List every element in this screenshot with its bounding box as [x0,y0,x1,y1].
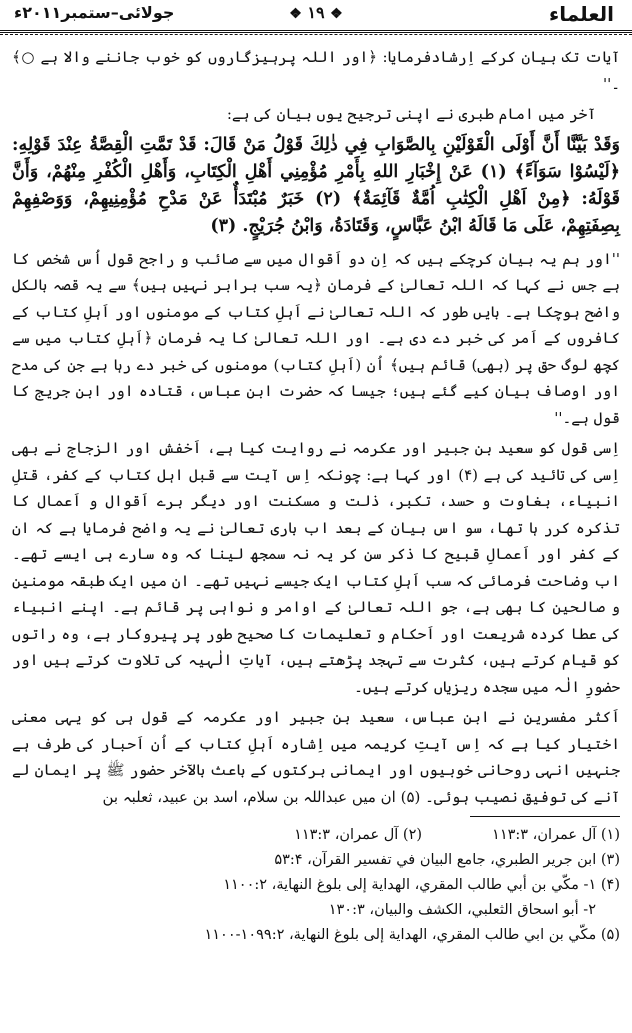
ornament-right: ❖ [330,6,343,22]
footnote-4a: (۴) ۱- مكّي بن أبي طالب المقري، الهداية إلى بلوغ النهاية، ۱۱۰۰:۲ [223,877,620,893]
paragraph-5: اَکثر مفسرین نے ابن عباس، سعید بن جبیر اور عکرمہ کے قول ہی کو یہی معنی اختیار کیا ہے کہ اِس آیتِ کریمہ میں اِشارہ اَہلِ کتاب کے اُن اَحبار کی طرف ہے جنہیں انہی روحانی خوبیوں اور ایمانی برکتوں کے باعث بالآخر حضور ﷺ پر ایمان لے آنے کی توفیق نصیب ہوئی۔ (۵) ان میں عبداللہ بن سلام، اسد بن عبید، ثعلبہ بن [12,708,620,806]
header-dashed-rule [0,34,632,35]
paragraph-1: آیات تک بیان کرکے اِرشادفرمایا: ﴿اور اللہ پرہیزگاروں کو خوب جاننے والا ہے ○﴾ ۔'' [12,48,620,93]
arabic-quote: وَقَدْ بَيَّنَّا أَنَّ أَوْلَى الْقَوْلَيْنِ بِالصَّوَابِ فِي ذٰلِكَ قَوْلُ مَنْ قَالَ: قَدْ تَمَّتِ الْقِصَّةُ عِنْدَ قَوْلِهِ: ﴿لَيْسُوْا سَوَآءً﴾ (۱) عَنْ إِخْبَارِ اللهِ بِأَمْرِ مُؤْمِنِي أَهْلِ الْكِتَابِ، وَأَهْلِ الْكُفْرِ مِنْهُمْ، وَأَنَّ قَوْلَهُ: ﴿مِنْ اَهْلِ الْكِتٰبِ اُمَّةٌ قَآئِمَةٌ﴾ (۲) خَبَرٌ مُبْتَدَأٌ عَنْ مَدْحِ مُؤْمِنِيهِمْ، وَوَصْفِهِمْ بِصِفَتِهِمْ، عَلَى مَا قَالَهُ ابْنُ عَبَّاسٍ، وَقَتَادَةُ، وَابْنُ جُرَيْجٍ. (۳) [12,134,620,236]
footnote-separator [470,816,620,817]
footnote-2: (۲) آل عمران، ۱۱۳:۳ [294,827,423,843]
ornament-left: ❖ [289,6,302,22]
page-number: ۱۹ [307,3,325,22]
page-header [10,0,622,30]
page-number-block [289,3,342,22]
journal-title: العلماء [549,2,614,26]
footnote-4b: ۲- أبو اسحاق الثعلبي، الكشف والبيان، ۱۳۰:۳ [328,902,596,918]
footnote-3: (۳) ابن جرير الطبري، جامع البيان في تفسير القرآن، ۵۳:۴ [274,852,620,868]
paragraph-3: ''اور ہم یہ بیان کرچکے ہیں کہ اِن دو اَقوال میں سے صائب و راجح قول اُس شخص کا ہے جس نے کہا کہ اللہ تعالیٰ کے فرمان ﴿یہ سب برابر نہیں ہیں﴾ سے یہ قصہ بالکل واضح ہوچکا ہے۔ بایں طور کہ اللہ تعالیٰ نے اَہلِ کتاب کے مومنوں اور اَہلِ کتاب کے کافروں کے اَمر کی خبر دے دی ہے۔ اور اللہ تعالیٰ کا یہ فرمان ﴿اَہلِ کتاب میں سے کچھ لوگ حق پر (بھی) قائم ہیں﴾ اُن (اَہلِ کتاب) مومنوں کی خبر دے رہا ہے جن کی مدح اور اوصاف بیان کیے گئے ہیں؛ جیسا کہ حضرت ابن عباس، قتادہ اور ابن جریج کا قول ہے۔'' [12,249,620,427]
body-text [12,44,620,948]
footnote-5: (۵) مكّي بن ابي طالب المقري، الهداية إلى بلوغ النهاية، ۱۰۹۹:۲-۱۱۰۰ [204,927,620,943]
paragraph-2: آخر میں امام طبری نے اپنی ترجیح یوں بیان کی ہے: [226,105,596,123]
header-rule [0,30,632,33]
paragraph-4: اِسی قول کو سعید بن جبیر اور عکرمہ نے روایت کیا ہے، اَخفش اور الزجاج نے بھی اِسی کی تائید کی ہے (۴) اور کہا ہے: چونکہ اِس آیت سے قبل اہل کتاب کے کفر، قتلِ انبیاء، بغاوت و حسد، تکبر، ذلت و مسکنت اور دیگر برے اَقوال و اَعمال کا تذکرہ کرر ہا تھا، سو اس بیان کے بعد اب باری تعالیٰ نے یہ واضح فرمایا ہے کہ ان کے کفر اور اَعمالِ قبیح کا ذکر سن کر یہ نہ سمجھ لینا کہ وہ سارے ہی ایسے تھے۔ اب وضاحت فرمائی کہ سب اَہلِ کتاب ایک جیسے نہیں تھے۔ ان میں ایک طبقہ مومنین و صالحین کا بھی ہے، جو اللہ تعالیٰ کے اوامر و نواہی پر قائم ہے۔ اپنے انبیاء کی عطا کردہ شریعت اور اَحکام و تعلیمات کا صحیح طور پر پیروکار ہے، وہ راتوں کو قیام کرتے ہیں، کثرت سے تہجد پڑھتے ہیں، آیاتِ الٰہیہ کی تلاوت کرتے ہیں اور حضورِ الٰہ میں سجدہ ریزیاں کرتے ہیں۔ [12,439,620,696]
issue-date: جولائی–ستمبر۲۰۱۱ء [14,3,175,22]
footnote-1: (۱) آل عمران، ۱۱۳:۳ [492,827,620,843]
footnote-1-2 [12,823,620,848]
